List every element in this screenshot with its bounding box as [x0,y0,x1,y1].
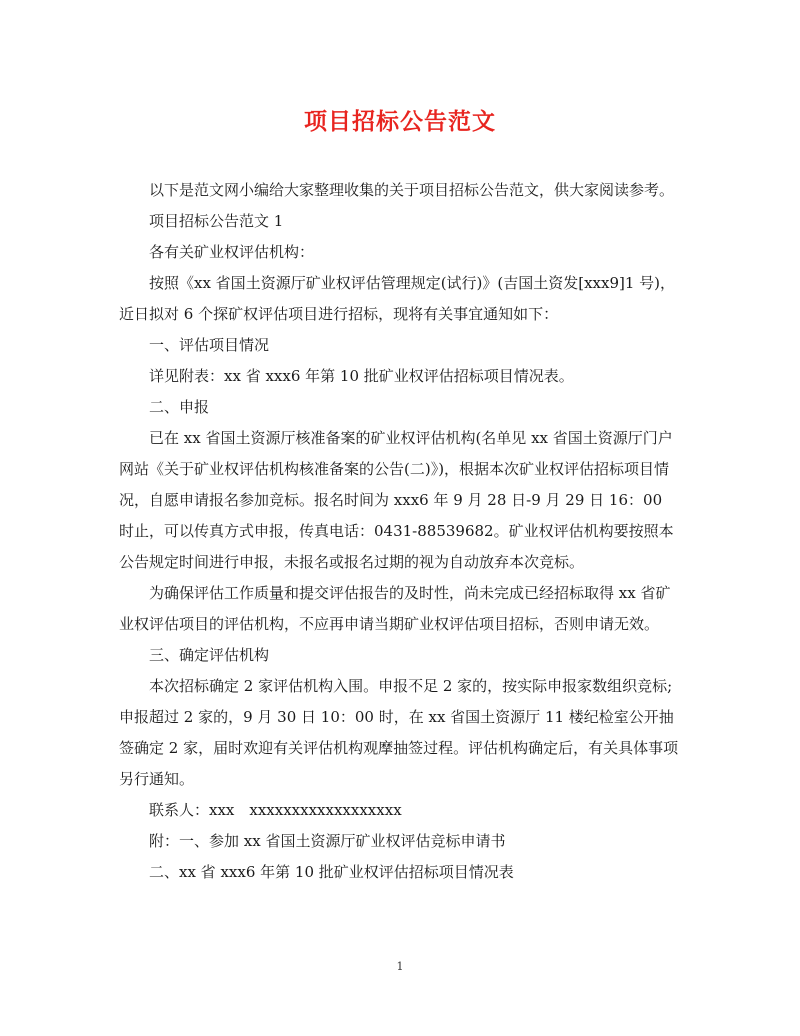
section-heading: 项目招标公告范文 1 [149,212,284,230]
document-title: 项目招标公告范文 [304,108,496,135]
body-paragraph: 详见附表：xx 省 xxx6 年第 10 批矿业权评估招标项目情况表。 [149,367,574,385]
body-paragraph: 为确保评估工作质量和提交评估报告的及时性，尚未完成已经招标取得 xx 省矿业权评估项目的评估机构，不应再申请当期矿业权评估项目招标，否则申请无效。 [119,584,671,633]
salutation: 各有关矿业权评估机构： [149,243,315,261]
section-heading: 三、确定评估机构 [149,646,270,664]
attachment-line: 附：一、参加 xx 省国土资源厅矿业权评估竞标申请书 [149,832,506,850]
contact-line: 联系人：xxx xxxxxxxxxxxxxxxxxx [149,801,402,819]
body-paragraph: 本次招标确定 2 家评估机构入围。申报不足 2 家的，按实际申报家数组织竞标;申报超过 2 家的，9 月 30 日 10：00 时，在 xx 省国土资源厅 11 楼纪检室公开抽签确定 2 家，届时欢迎有关评估机构观摩抽签过程。评估机构确定后，有关具体事项另行通知。 [119,677,679,788]
body-paragraph: 按照《xx 省国土资源厅矿业权评估管理规定(试行)》(吉国土资发[xxx9]1 号)，近日拟对 6 个探矿权评估项目进行招标，现将有关事宜通知如下： [119,274,676,323]
document-body [119,175,681,888]
body-paragraph: 已在 xx 省国土资源厅核准备案的矿业权评估机构(名单见 xx 省国土资源厅门户网站《关于矿业权评估机构核准备案的公告(二)》)，根据本次矿业权评估招标项目情况，自愿申请报名参加竞标。报名时间为 xxx6 年 9 月 28 日-9 月 29 日 16：00 时止，可以传真方式申报，传真电话：0431-88539682。矿业权评估机构要按照本公告规定时间进行申报，未报名或报名过期的视为自动放弃本次竞标。 [119,429,674,571]
section-heading: 二、申报 [149,398,210,416]
attachment-line: 二、xx 省 xxx6 年第 10 批矿业权评估招标项目情况表 [149,863,514,881]
section-heading: 一、评估项目情况 [149,336,270,354]
page-number: 1 [396,960,404,973]
intro-paragraph: 以下是范文网小编给大家整理收集的关于项目招标公告范文，供大家阅读参考。 [149,181,675,199]
